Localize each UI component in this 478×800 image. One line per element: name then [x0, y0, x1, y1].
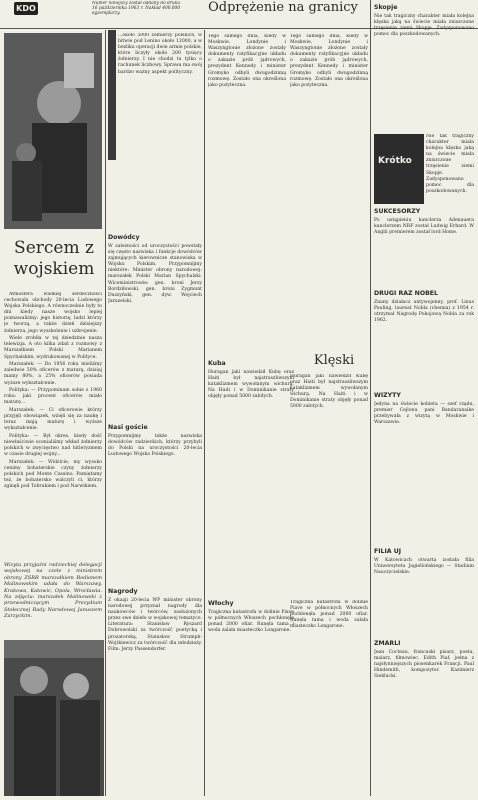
col4-s1-text: Po ustąpieniu kanclerza Adenauera kanclerzem NRF został Ludwig Erhard. W Anglii premierem został lord Home. — [374, 218, 474, 236]
col4-s5-text: Jean Cocteau, francuski pisarz, poeta, malarz, filmowiec. Edith Piaf, jedna z najsłynniejszych piosenkarek Francji. Paul Hindemith, kompozytor. Kazimierz Sieklucki. — [374, 650, 474, 680]
photo-malinowski — [4, 640, 104, 796]
sec-title-kuba: Kuba — [208, 360, 226, 367]
col1-para: Wiele zrobiła w tej dziedzinie nasza telewizja. A oto kilka zdań z rozmowy z Marszałkiem Polski Marianem Spychalskim, wydrukowanej w Polityce. — [4, 336, 102, 360]
col-rule — [105, 30, 106, 796]
col-rule — [370, 0, 371, 796]
col1-para: Marszałek: — Ci oficerowie którzy przyjęli obowiązek, wzięli się za naukę i teraz mają maturę i wyższe wykształcenie. — [4, 408, 102, 432]
col2-sec3 — [108, 588, 202, 796]
col2-sec1-text: W zależności od uroczystości powstały się często nazwiska i funkcje dowódców zajmujących kierownicze stanowiska w Wojsku Polskim. Przypomnijmy niektóre: Minister obrony narodowej: marszałek Polski Marian Spychalski. Wiceministrowie: gen. broni Jerzy Bordziłowski, gen. broni Zygmunt Duszyński, gen. dyw. Wojciech Jaruzelski. — [108, 244, 202, 304]
col1-para: Polityka: — Był okres, kiedy dość niewłaściwie ocenialiśmy wkład żołnierzy polskich w zwycięstwo nad hitleryzmem w czasie drugiej wojny... — [4, 434, 102, 458]
col2-sec1 — [108, 234, 202, 424]
sec-title-skopje: Skopje — [374, 4, 398, 11]
magazine-logo: KDO — [14, 2, 38, 15]
sec-title-filia: FILIA UJ — [374, 548, 402, 555]
col2-photo-strip — [108, 30, 116, 160]
col4-s4-text: W Katowicach otwarta została filia Uniwersytetu Jagiellońskiego — Studium Nauczycielskie. — [374, 558, 474, 576]
krotko-label: Krótko — [378, 156, 412, 166]
col4-skopje-b: Nie tak tragiczny charakter miała kolejna klęska jaką na świecie miała zniszczone trzęsienie ziemi Skopje. Zadysponowano pomoc dla poszkodowanych. — [426, 134, 474, 194]
col2-sec2 — [108, 424, 202, 554]
col3-body-b: Tego samego dnia, kiedy w Moskwie, Londynie i Waszyngtonie złożone zostały dokumenty ratyfikacyjne układu o zakazie prób jądrowych, prezydent Kennedy i minister Gromyko odbyli dwugodzinną rozmowę. Zostało ona określona jako pożyteczna. — [290, 34, 368, 88]
col4-s1 — [374, 208, 474, 288]
sec-title-nobel: DRUGI RAZ NOBEL — [374, 290, 438, 297]
col3-wlochy-b: Tragiczna katastrofa w dolinie Piave w północnych Włoszech pochłonęła ponad 2000 ofiar. Runęła tama i woda zalała miasteczko Longarone. — [290, 600, 368, 630]
col3-kuba — [208, 360, 294, 560]
sec-title-nagrody: Nagrody — [108, 588, 138, 595]
col3-title: Odprężenie na granicy — [208, 0, 358, 15]
col-rule — [204, 30, 205, 796]
col4-s4 — [374, 548, 474, 634]
col3-wlochy — [208, 600, 294, 796]
sec-title-goscie: Nasi goście — [108, 424, 148, 431]
col1-para: Atmosfera wielkiej serdeczności cechowała obchody 20-lecia Ludowego Wojska Polskiego. A równocześnie były to dni kiedy nasze wojsko lepiej poznawaliśmy: jego historię, ludzi którzy je tworzą, a także dzień dzisiejszy żołnierza, jego wyszkolenie i uzbrojenie. — [4, 292, 102, 334]
sec-title-dowodcy: Dowódcy — [108, 234, 140, 241]
col4-s3-text: Jedyna na świecie kobieta — szef rządu, premier Cejlonu pani Bandaranaike przebywała z wizytą w Moskwie i Warszawie. — [374, 402, 474, 426]
col2-sec3-text: Z okazji 20-lecia WP minister obrony narodowej przyznał nagrody dla naukowców i twórców, zasłużonych przez swe dzieło w wojskowej tematyce. Literatura: Stanisław Ryszard Dobrowolski za twórczość poetycką i prozatorską, Stanisław Strumph-Wojtkiewicz za twórczość dla młodzieży. Film: Jerzy Passendorfer. — [108, 598, 202, 652]
col3-kuba-b: Huragan jaki nawiedził Kubę oraz Haiti był najstraszliwszym kataklizmem wywołanym wichurą. Na Haiti i w Dominikanie straty objęły ponad 5000 zabitych. — [290, 374, 368, 410]
col4-s3 — [374, 392, 474, 542]
col3-klęski-title: Klęski — [313, 353, 355, 368]
photo-soldiers — [4, 33, 102, 229]
col1-body — [4, 292, 102, 554]
sec-title-wlochy: Włochy — [208, 600, 234, 607]
col3-body: Tego samego dnia, kiedy w Moskwie, Londynie i Waszyngtonie złożone zostały dokumenty ratyfikacyjne układu o zakazie prób jądrowych, prezydent Kennedy i minister Gromyko odbyli dwugodzinną rozmowę. Zostało ona określona jako pożyteczna. — [208, 34, 286, 88]
col1-para: Polityka: — Przypominam sobie z 1960 roku: jaki procent oficerów miało maturę... — [4, 388, 102, 406]
col4-skopje — [374, 4, 474, 92]
col4-s2-text: Znany działacz antywojenny, prof. Linus Pauling, laureat Nobla (chemia) z 1954 r. otrzymał Nagrodę Pokojową Nobla za rok 1962. — [374, 300, 474, 324]
col3-wlochy-text: Tragiczna katastrofa w dolinie Piave w północnych Włoszech pochłonęła ponad 2000 ofiar. Runęła tama i woda zalała miasteczko Longarone. — [208, 610, 294, 634]
col2-top: ...około 5000 żołnierzy polskich, w bitwie pod Lenino około 12000, a w bezliku operacji dwie armie polskie, które liczyły około 200 tysięcy żołnierzy. I nie chodzi tu tylko o rachunek liczbowy. Sprawa ma swój bardzo ważny aspekt polityczny. — [118, 33, 202, 75]
col1-para: Marszałek: — Widzicie, my wysoko cenimy bohaterskie czyny żołnierzy polskich pod Monte Cassino. Pamiętamy też, że bohatersko walczyli ci, którzy zginęli pod Tobrukiem i pod Narwikiem. — [4, 460, 102, 490]
col2-sec2-text: Przypomnijmy także nazwiska dowódców radzieckich, którzy przybyli do Polski na uroczystości 20-lecia Ludowego Wojska Polskiego. — [108, 434, 202, 458]
sec-title-wizyty: WIZYTY — [374, 392, 401, 399]
photo-soldiers-graphic — [4, 33, 102, 229]
col4-s5 — [374, 640, 474, 796]
col4-s2 — [374, 290, 474, 390]
col1-title: Sercem z wojskiem — [13, 238, 95, 279]
col3-kuba-text: Huragan jaki nawiedził Kubę oraz Haiti był najstraszliwszym kataklizmem wywołanym wichurą. Na Haiti i w Dominikanie straty objęły ponad 5000 zabitych. — [208, 370, 294, 400]
sec-title-sukcesorzy: SUKCESORZY — [374, 208, 421, 215]
sec-title-zmarli: ZMARLI — [374, 640, 401, 647]
col1-para: Marszałek: — Do 1956 roku mieliśmy zaledwie 50% oficerów z maturą, dzisiaj mamy 80%, a 25% oficerów posiada wyższe wykształcenie. — [4, 362, 102, 386]
col1-caption: Wizyta przyjaźni radzieckiej delegacji wojskowej na czele z ministrem obrony ZSRR marszałkiem Rodionem Malinowskim udała do Warszawy, Krakowa, Katowic, Opola, Wrocławia. Na zdjęciu: marszałek Malinowski z przewodniczącym Prezydium Stołecznej Rady Narodowej Januszem Zarzyckim. — [4, 562, 102, 620]
col4-skopje-text: Nie tak tragiczny charakter miała kolejna klęska jaką na świecie miała zniszczone trzęsienie ziemi Skopje. Zadysponowano pomoc dla poszkodowanych. — [374, 14, 474, 38]
photo-malinowski-graphic — [4, 640, 104, 796]
photo-krotko — [374, 134, 424, 204]
print-note: Numer niniejszy został oddany do druku 16 października 1963 r. Nakład 400.000 egzemplarzy. — [92, 1, 180, 17]
